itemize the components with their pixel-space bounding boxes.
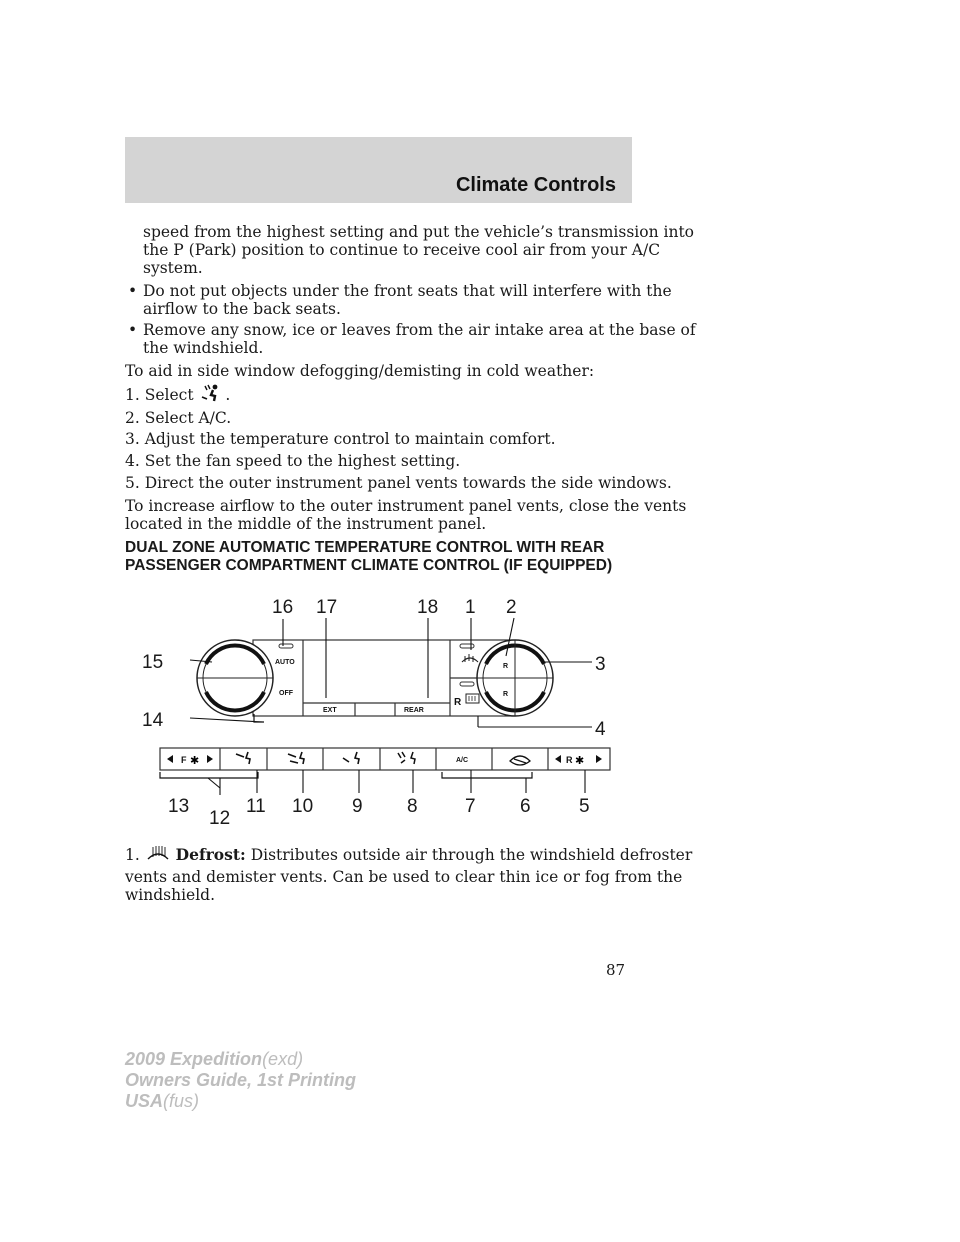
step-1-end: . <box>225 386 231 404</box>
bullet-line: airflow to the back seats. <box>143 300 341 318</box>
bracket-lines <box>160 714 532 778</box>
panel-vent-button[interactable] <box>236 752 250 764</box>
rear-button[interactable]: REAR <box>404 707 424 714</box>
defrost-number: 1. <box>125 846 140 864</box>
defrost-text: Distributes outside air through the windshield defroster <box>250 846 693 864</box>
fan-icon: ✱ <box>575 754 585 767</box>
callout-18: 18 <box>417 597 439 618</box>
paragraph-line: the P (Park) position to continue to receive cool air from your A/C <box>143 241 661 259</box>
footer-market <box>125 1091 199 1111</box>
fan-icon: ✱ <box>190 754 200 767</box>
ext-button[interactable]: EXT <box>323 707 337 714</box>
callout-17: 17 <box>316 597 338 618</box>
rear-defrost-indicator-icon <box>460 682 474 686</box>
callout-16: 16 <box>272 597 294 618</box>
defrost-line-3: windshield. <box>125 886 216 904</box>
front-fan-label: F <box>181 755 187 765</box>
rear-defrost-label: R <box>454 697 462 708</box>
left-temperature-dial[interactable] <box>197 640 273 716</box>
climate-control-diagram <box>140 590 630 835</box>
button-strip <box>160 748 610 770</box>
step-4: 4. Set the fan speed to the highest setting. <box>125 452 461 470</box>
defrost-indicator-icon <box>460 644 474 648</box>
rear-fan-control[interactable] <box>555 754 602 767</box>
footer-model-code: (exd) <box>262 1049 304 1069</box>
step-1-text: 1. Select <box>125 386 194 404</box>
off-button[interactable]: OFF <box>279 690 293 697</box>
bullet-line: the windshield. <box>143 339 264 357</box>
section-heading: DUAL ZONE AUTOMATIC TEMPERATURE CONTROL WITH REAR <box>125 539 605 556</box>
footer-model <box>125 1049 303 1069</box>
defrost-line-2: vents and demister vents. Can be used to clear thin ice or fog from the <box>125 868 683 886</box>
page-number: 87 <box>606 961 626 979</box>
footer-guide: Owners Guide, 1st Printing <box>125 1070 357 1090</box>
bullet-line: Remove any snow, ice or leaves from the air intake area at the base of <box>143 321 696 339</box>
callout-6: 6 <box>520 796 531 817</box>
rear-window-defrost-icon[interactable] <box>466 694 479 703</box>
callout-4: 4 <box>595 719 606 740</box>
rear-lower-label: R <box>503 691 509 698</box>
callout-9: 9 <box>352 796 363 817</box>
callout-3: 3 <box>595 654 606 675</box>
footer-model-name: 2009 Expedition <box>125 1049 263 1069</box>
step-3: 3. Adjust the temperature control to maintain comfort. <box>125 430 556 448</box>
floor-button[interactable] <box>343 752 359 764</box>
step-2: 2. Select A/C. <box>125 409 232 427</box>
callout-5: 5 <box>579 796 590 817</box>
callout-15: 15 <box>142 652 164 673</box>
rear-fan-label: R <box>566 755 573 765</box>
callout-7: 7 <box>465 796 476 817</box>
step-5: 5. Direct the outer instrument panel vents towards the side windows. <box>125 474 672 492</box>
callout-12: 12 <box>209 808 231 829</box>
callout-11: 11 <box>246 796 266 817</box>
rear-upper-label: R <box>503 663 509 670</box>
paragraph-line: located in the middle of the instrument panel. <box>125 515 487 533</box>
floor-defrost-button[interactable] <box>398 752 415 764</box>
paragraph-line: speed from the highest setting and put the vehicle’s transmission into <box>143 223 694 241</box>
bullet-icon: • <box>128 321 138 339</box>
recirculation-icon[interactable] <box>510 756 530 765</box>
callout-numbers <box>142 593 606 829</box>
control-panel <box>253 640 513 716</box>
defrost-icon <box>145 845 171 867</box>
ac-button[interactable]: A/C <box>456 757 469 764</box>
front-fan-control[interactable] <box>167 754 213 767</box>
defrost-icon[interactable] <box>462 654 478 662</box>
section-heading: PASSENGER COMPARTMENT CLIMATE CONTROL (IF EQUIPPED) <box>125 557 613 574</box>
step-1 <box>125 384 230 408</box>
paragraph-line: To increase airflow to the outer instrument panel vents, close the vents <box>125 497 687 515</box>
footer-market-name: USA <box>125 1091 164 1111</box>
callout-8: 8 <box>407 796 418 817</box>
callout-13: 13 <box>168 796 190 817</box>
bullet-line: Do not put objects under the front seats that will interfere with the <box>143 282 672 300</box>
paragraph-line: system. <box>143 259 203 277</box>
right-temperature-dial[interactable] <box>477 640 553 716</box>
defrost-line-1 <box>125 845 692 867</box>
footer-market-code: (fus) <box>163 1091 200 1111</box>
callout-14: 14 <box>142 710 164 731</box>
callout-2: 2 <box>506 597 517 618</box>
intro-line: To aid in side window defogging/demisting in cold weather: <box>125 362 595 380</box>
auto-indicator-icon <box>279 644 293 648</box>
callout-10: 10 <box>292 796 314 817</box>
section-title: Climate Controls <box>455 174 616 196</box>
panel-floor-button[interactable] <box>288 752 304 764</box>
auto-button[interactable]: AUTO <box>275 659 295 666</box>
floor-defrost-icon <box>198 384 220 408</box>
callout-1: 1 <box>465 597 476 618</box>
page-header <box>125 137 632 203</box>
bullet-icon: • <box>128 282 138 300</box>
defrost-label: Defrost: <box>175 845 246 864</box>
